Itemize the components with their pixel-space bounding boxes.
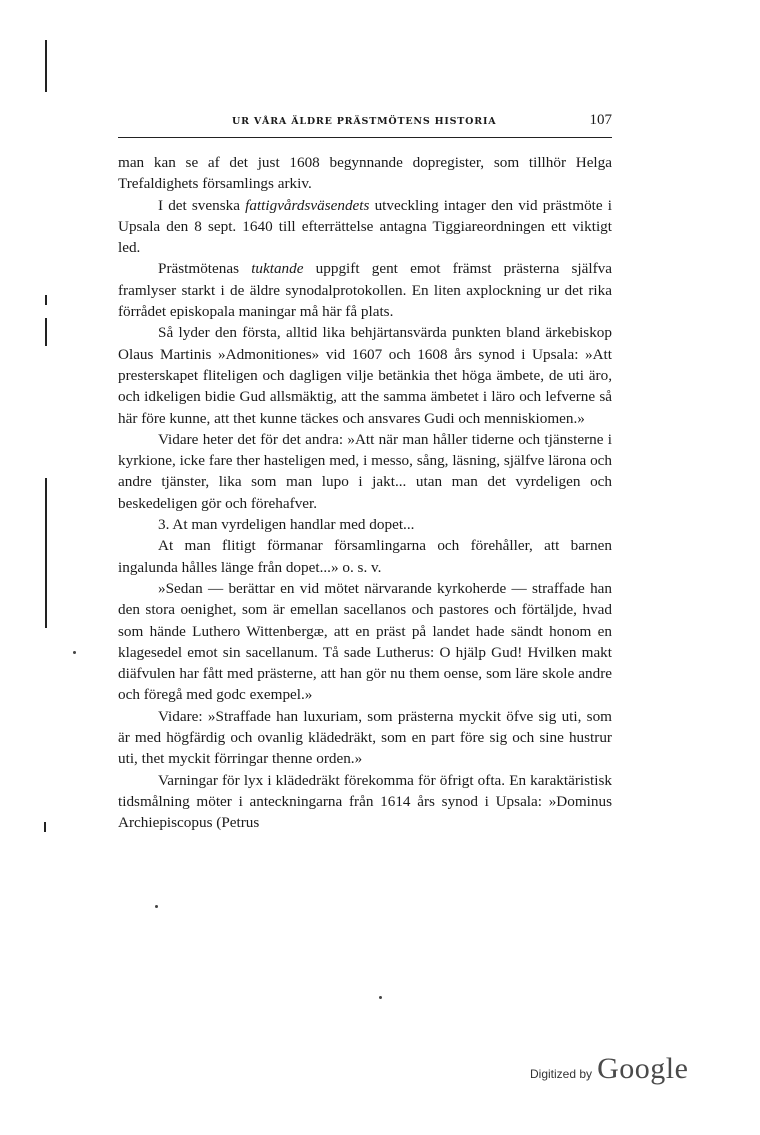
paragraph: Varningar för lyx i klädedräkt förekomma för öfrigt ofta. En karaktäristisk tidsmålning möter i anteckningarna från 1614 års synod i Upsala: »Dominus Archiepiscopus (Petrus [118,771,612,832]
running-head: UR VÅRA ÄLDRE PRÄSTMÖTENS HISTORIA [232,116,497,127]
header-rule [118,137,612,138]
digitized-by-label: Digitized by [530,1067,593,1081]
page-header [118,114,612,134]
paragraph: 3. At man vyrdeligen handlar med dopet... [158,516,415,534]
paragraph: At man flitigt förmanar församlingarna och förehåller, att barnen ingalunda hålles länge från dopet...» o. s. v. [118,537,612,576]
scan-edge-mark [45,318,47,346]
paragraph: »Sedan — berättar en vid mötet närvarande kyrkoherde — straffade han den stora oenighet, som är emellan sacellanos och pastores och förtäljde, hvad som hände Luthero Wittenbergæ, att en präst på landet hade sändt honom en klagesedel emot sin sacellanum. Tå sade Lutherus: O hjälp Gud! Hvilken makt diäfvulen har fått med prästerne, att han gör nu them oense, som läre skole andre och föregå med godc exempel.» [118,579,612,704]
stray-dot [73,651,76,654]
body-text [118,152,612,834]
scan-edge-mark [45,40,47,92]
paragraph: Vidare: »Straffade han luxuriam, som prästerna myckit öfve sig uti, som är med högfärdig och ovanlig klädedräkt, som en part före sig och sine hustrur uti, thet myckit förringar thenne orden.» [118,707,612,768]
stray-dot [155,905,158,908]
emphasis: tuktande [251,260,304,278]
stray-dot [379,996,382,999]
google-logo: Google [597,1052,689,1085]
scan-edge-mark [45,295,47,305]
paragraph: man kan se af det just 1608 begynnande dopregister, som tillhör Helga Trefaldighets församlings arkiv. [118,154,612,193]
paragraph: I det svenska fattigvårdsväsendets utveckling intager den vid prästmöte i Upsala den 8 sept. 1640 till efterrättelse antagna Tiggiareordningen ett viktigt led. [118,196,612,257]
emphasis: fattigvårdsväsendets [245,196,370,214]
page-number: 107 [589,112,612,128]
scan-edge-mark [45,478,47,628]
paragraph: Så lyder den första, alltid lika behjärtansvärda punkten bland ärkebiskop Olaus Martinis »Admonitiones» vid 1607 och 1608 års synod i Upsala: »Att presterskapet fliteligen och dagligen vilje betänkia thet höga ämbete, de uti äro, och idkeligen bidie Gud allsmäktig, att the samma ämbetet i läro och lefverne så här före kunne, att thet kunne täckes och ansvares Gudi och menniskiomen.» [118,324,612,427]
paragraph: Prästmötenas tuktande uppgift gent emot främst prästerna själfva framlyser starkt i de äldre synodalprotokollen. En liten axplockning ur det rika förrådet episkopala maningar må här få plats. [118,260,612,321]
paragraph: Vidare heter det för det andra: »Att när man håller tiderne och tjänsterne i kyrkione, icke fare ther hasteligen med, i messo, sång, läsning, själfve lärona och andre tjänster, lika som man lupo i jakt... utan man det vyrdeligen och beskedeligen gör och förehafver. [118,430,612,512]
scan-edge-mark [44,822,46,832]
google-watermark [530,1052,688,1092]
